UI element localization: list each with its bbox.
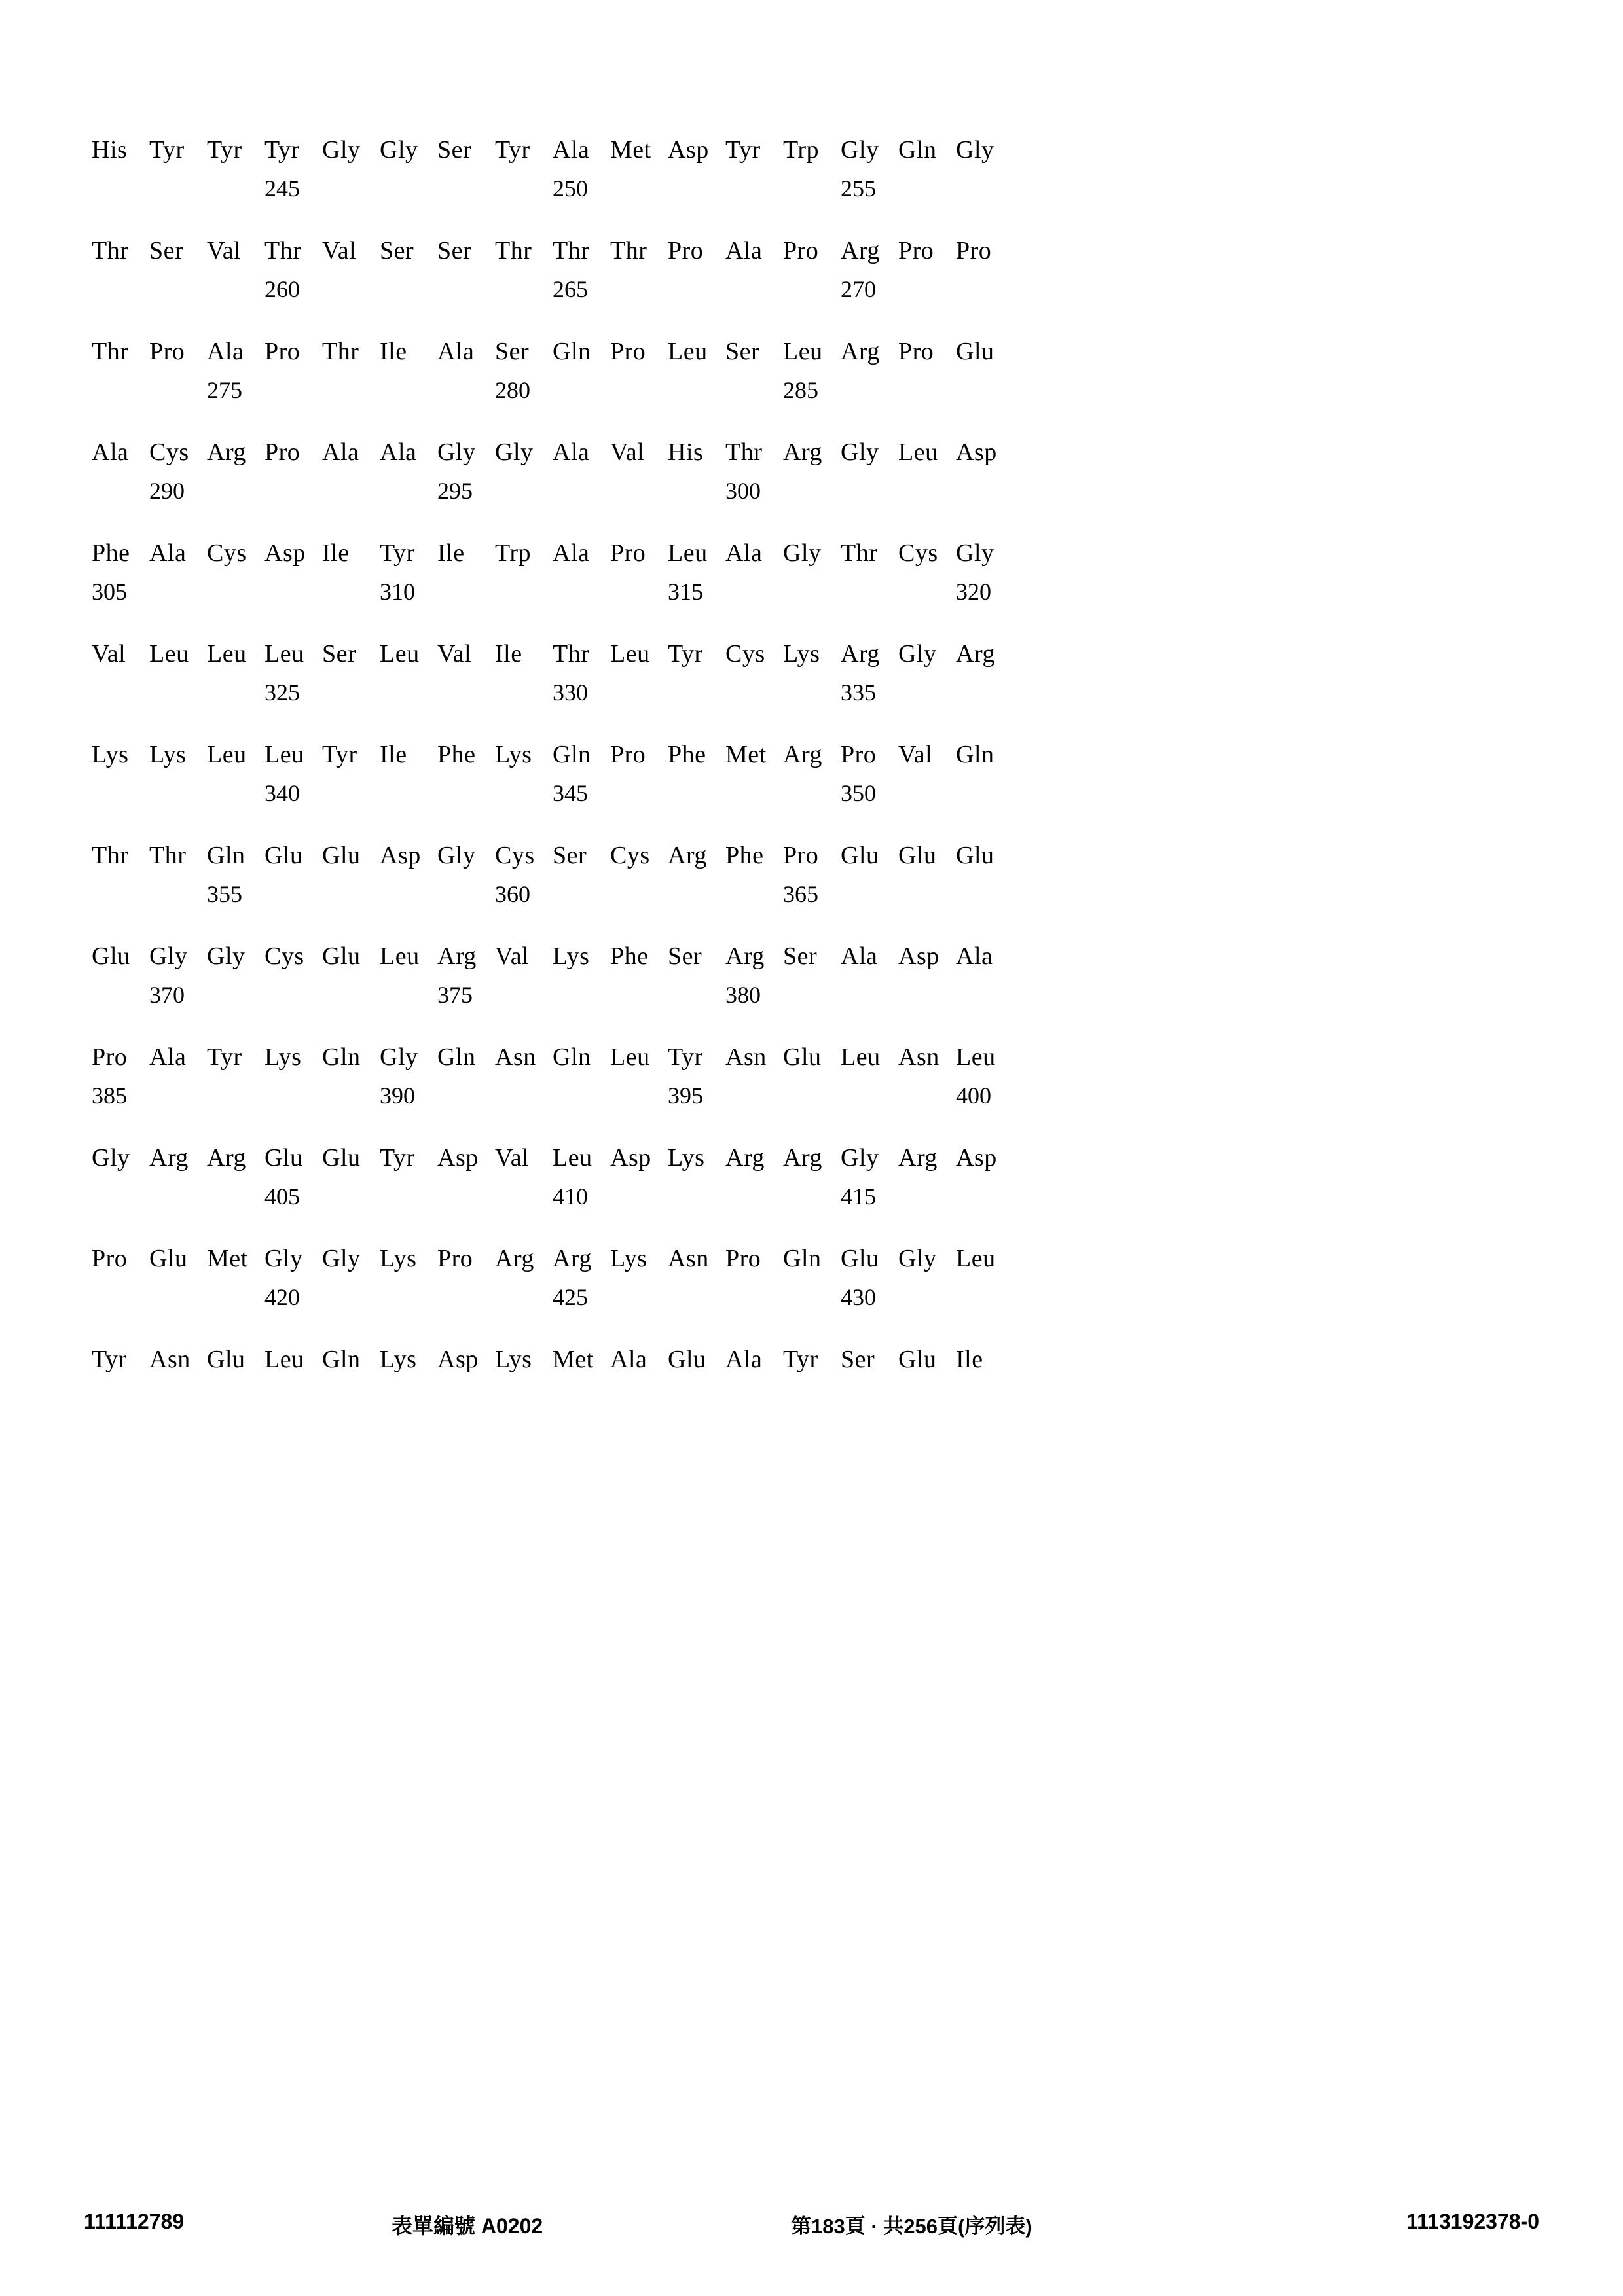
residue: Lys	[495, 741, 532, 768]
residue-row	[92, 1347, 1532, 1372]
sequence-block	[92, 238, 1532, 301]
residue: Met	[725, 741, 767, 768]
residue: Thr	[610, 237, 647, 264]
residue: Gly	[783, 539, 822, 567]
residue: Tyr	[149, 136, 185, 164]
residue: Phe	[437, 741, 476, 768]
residue: Met	[207, 1245, 248, 1272]
residue: Ser	[437, 136, 472, 164]
residue-number: 355	[207, 881, 242, 907]
residue: Met	[610, 136, 651, 164]
residue: Gly	[264, 1245, 303, 1272]
residue: Gly	[380, 136, 418, 164]
residue: Ser	[668, 942, 702, 970]
residue-number: 280	[495, 377, 530, 403]
residue: Val	[207, 237, 242, 264]
residue: Ile	[956, 1346, 983, 1373]
residue-row	[92, 541, 1532, 565]
residue: Gly	[898, 1245, 937, 1272]
residue: Asp	[264, 539, 306, 567]
residue-number-row	[92, 580, 1532, 603]
residue: Asn	[668, 1245, 709, 1272]
residue: Asp	[898, 942, 939, 970]
residue: Arg	[783, 439, 822, 466]
residue: Gly	[437, 842, 476, 869]
residue-number: 275	[207, 377, 242, 403]
footer-application-number: 111112789	[84, 2210, 185, 2233]
residue-row	[92, 843, 1532, 868]
residue-number: 265	[553, 276, 588, 302]
residue: Arg	[207, 439, 246, 466]
residue: Tyr	[92, 1346, 127, 1373]
residue: Leu	[610, 1043, 650, 1071]
residue: Leu	[380, 640, 420, 668]
residue: Thr	[553, 237, 590, 264]
residue-number: 425	[553, 1284, 588, 1310]
residue: Gly	[437, 439, 476, 466]
residue: Gly	[207, 942, 246, 970]
residue-number-row	[92, 378, 1532, 402]
residue: Gly	[956, 136, 994, 164]
residue-number: 260	[264, 276, 300, 302]
residue: Asp	[380, 842, 421, 869]
residue: Ala	[322, 439, 359, 466]
residue: Val	[495, 1144, 530, 1172]
residue: Thr	[322, 338, 359, 365]
residue: Thr	[92, 237, 129, 264]
residue: Arg	[149, 1144, 189, 1172]
residue-number-row	[92, 681, 1532, 704]
residue: Glu	[322, 942, 361, 970]
residue: Leu	[668, 338, 708, 365]
residue: His	[668, 439, 704, 466]
residue: Pro	[92, 1245, 128, 1272]
residue-number: 420	[264, 1284, 300, 1310]
residue: Arg	[725, 942, 765, 970]
residue-number: 360	[495, 881, 530, 907]
residue: Thr	[264, 237, 302, 264]
residue-number: 335	[841, 679, 876, 706]
residue-number: 325	[264, 679, 300, 706]
residue-number: 330	[553, 679, 588, 706]
residue: Glu	[956, 842, 994, 869]
residue: Pro	[437, 1245, 473, 1272]
residue: Ile	[380, 338, 407, 365]
residue: Ser	[841, 1346, 875, 1373]
residue-number-row	[92, 278, 1532, 301]
residue: Ser	[380, 237, 414, 264]
residue: Asn	[149, 1346, 191, 1373]
residue: Lys	[783, 640, 820, 668]
residue-number: 365	[783, 881, 818, 907]
residue: Ala	[380, 439, 417, 466]
residue: Thr	[149, 842, 187, 869]
residue-row	[92, 440, 1532, 465]
residue: Ala	[725, 237, 763, 264]
residue: Leu	[898, 439, 938, 466]
sequence-block	[92, 1045, 1532, 1107]
residue: Glu	[264, 842, 303, 869]
residue-number: 380	[725, 982, 761, 1008]
residue-number: 345	[553, 780, 588, 806]
residue: Met	[553, 1346, 594, 1373]
residue: Tyr	[725, 136, 761, 164]
residue: Thr	[841, 539, 878, 567]
residue-number: 320	[956, 579, 991, 605]
residue: Arg	[783, 1144, 822, 1172]
residue-row	[92, 339, 1532, 364]
residue: Pro	[610, 539, 646, 567]
residue: Ser	[725, 338, 760, 365]
residue: Gly	[322, 136, 361, 164]
residue: Asn	[725, 1043, 767, 1071]
residue: Tyr	[207, 136, 242, 164]
residue: Gln	[553, 741, 591, 768]
residue: Ala	[437, 338, 475, 365]
residue: Asp	[437, 1144, 479, 1172]
residue-row	[92, 1246, 1532, 1271]
residue: Cys	[725, 640, 765, 668]
residue-number: 415	[841, 1183, 876, 1210]
residue-number-row	[92, 781, 1532, 805]
sequence-block	[92, 1145, 1532, 1208]
residue: Leu	[207, 640, 247, 668]
residue: Ser	[149, 237, 184, 264]
residue: Ala	[149, 539, 187, 567]
residue: Gln	[783, 1245, 822, 1272]
residue: Lys	[264, 1043, 302, 1071]
residue: Tyr	[783, 1346, 818, 1373]
residue: Ala	[553, 136, 590, 164]
residue-number-row	[92, 882, 1532, 906]
residue: Pro	[264, 439, 301, 466]
residue: Ser	[783, 942, 818, 970]
residue: Gly	[92, 1144, 130, 1172]
footer-page-info: 第183頁 · 共256頁(序列表)	[791, 2215, 1032, 2238]
residue: Asp	[956, 439, 997, 466]
residue: Thr	[495, 237, 532, 264]
residue-number: 385	[92, 1083, 127, 1109]
residue: Arg	[725, 1144, 765, 1172]
residue-number-row	[92, 1084, 1532, 1107]
residue-number: 340	[264, 780, 300, 806]
residue: Gly	[495, 439, 534, 466]
residue: Glu	[841, 1245, 879, 1272]
residue: Pro	[264, 338, 301, 365]
residue-number: 410	[553, 1183, 588, 1210]
residue: Ala	[725, 539, 763, 567]
residue: Ala	[92, 439, 129, 466]
sequence-block	[92, 641, 1532, 704]
residue-number: 250	[553, 175, 588, 202]
residue: Arg	[898, 1144, 938, 1172]
residue: Gly	[841, 1144, 879, 1172]
residue: Pro	[783, 842, 819, 869]
residue: Glu	[92, 942, 130, 970]
residue: Pro	[898, 338, 934, 365]
residue: Leu	[553, 1144, 593, 1172]
residue: Ala	[956, 942, 993, 970]
residue: Pro	[610, 338, 646, 365]
residue: Cys	[495, 842, 535, 869]
residue: Asp	[956, 1144, 997, 1172]
residue-number: 255	[841, 175, 876, 202]
residue: Ala	[610, 1346, 647, 1373]
sequence-listing-body	[92, 137, 1532, 1424]
residue: Cys	[264, 942, 304, 970]
residue: Phe	[92, 539, 130, 567]
residue: Asp	[610, 1144, 651, 1172]
residue: Trp	[783, 136, 820, 164]
residue-number: 295	[437, 478, 473, 504]
residue: Ile	[380, 741, 407, 768]
residue-number: 390	[380, 1083, 415, 1109]
residue: Glu	[149, 1245, 188, 1272]
residue: Pro	[92, 1043, 128, 1071]
residue-number-row	[92, 983, 1532, 1007]
sequence-block	[92, 440, 1532, 503]
residue: Ala	[725, 1346, 763, 1373]
residue: Ala	[553, 539, 590, 567]
residue: His	[92, 136, 128, 164]
residue-number: 270	[841, 276, 876, 302]
sequence-block	[92, 944, 1532, 1007]
residue: Gln	[322, 1043, 361, 1071]
page-footer	[0, 2210, 1623, 2236]
residue: Gln	[207, 842, 246, 869]
residue: Gln	[553, 338, 591, 365]
residue: Val	[495, 942, 530, 970]
residue: Tyr	[380, 539, 415, 567]
residue: Glu	[898, 1346, 937, 1373]
residue-number: 395	[668, 1083, 703, 1109]
residue: Gly	[898, 640, 937, 668]
residue: Leu	[841, 1043, 881, 1071]
residue: Val	[92, 640, 126, 668]
residue-number: 245	[264, 175, 300, 202]
residue: Glu	[668, 1346, 706, 1373]
residue: Tyr	[380, 1144, 415, 1172]
residue: Thr	[553, 640, 590, 668]
sequence-block	[92, 843, 1532, 906]
residue: Ile	[437, 539, 465, 567]
residue-number-row	[92, 1185, 1532, 1208]
sequence-block	[92, 137, 1532, 200]
residue: Ser	[322, 640, 357, 668]
residue: Ile	[322, 539, 350, 567]
residue-row	[92, 742, 1532, 767]
residue: Pro	[610, 741, 646, 768]
residue: Cys	[207, 539, 247, 567]
residue: Leu	[668, 539, 708, 567]
residue-number: 375	[437, 982, 473, 1008]
residue: Leu	[610, 640, 650, 668]
residue-number-row	[92, 1285, 1532, 1309]
residue: Lys	[149, 741, 187, 768]
residue: Arg	[495, 1245, 534, 1272]
residue: Tyr	[322, 741, 357, 768]
residue: Gln	[898, 136, 937, 164]
residue: Asn	[898, 1043, 939, 1071]
residue: Gly	[380, 1043, 418, 1071]
residue: Arg	[783, 741, 822, 768]
sequence-block	[92, 339, 1532, 402]
residue-number-row	[92, 177, 1532, 200]
residue: Pro	[898, 237, 934, 264]
residue: Thr	[92, 338, 129, 365]
residue: Val	[322, 237, 357, 264]
residue: Gln	[956, 741, 994, 768]
residue: Leu	[149, 640, 189, 668]
residue-number: 305	[92, 579, 127, 605]
residue: Arg	[841, 338, 880, 365]
residue-row	[92, 238, 1532, 263]
residue: Val	[898, 741, 933, 768]
residue: Leu	[264, 1346, 304, 1373]
residue: Asp	[668, 136, 709, 164]
residue: Gly	[322, 1245, 361, 1272]
residue-row	[92, 944, 1532, 969]
residue-row	[92, 641, 1532, 666]
sequence-block	[92, 541, 1532, 603]
residue: Pro	[956, 237, 992, 264]
residue: Thr	[725, 439, 763, 466]
residue: Cys	[149, 439, 189, 466]
residue: Arg	[668, 842, 707, 869]
residue: Val	[610, 439, 645, 466]
residue: Pro	[668, 237, 704, 264]
residue-row	[92, 1045, 1532, 1069]
residue: Glu	[956, 338, 994, 365]
residue: Cys	[610, 842, 650, 869]
residue: Ala	[841, 942, 878, 970]
residue: Glu	[322, 1144, 361, 1172]
residue-number: 285	[783, 377, 818, 403]
residue: Leu	[956, 1043, 996, 1071]
residue: Ala	[149, 1043, 187, 1071]
residue: Pro	[783, 237, 819, 264]
residue: Tyr	[207, 1043, 242, 1071]
residue: Leu	[207, 741, 247, 768]
residue: Arg	[553, 1245, 592, 1272]
residue: Lys	[380, 1346, 417, 1373]
residue: Glu	[264, 1144, 303, 1172]
sequence-block	[92, 1246, 1532, 1309]
residue: Pro	[149, 338, 185, 365]
residue: Pro	[841, 741, 877, 768]
residue: Tyr	[495, 136, 530, 164]
residue: Arg	[841, 640, 880, 668]
residue: Gln	[437, 1043, 476, 1071]
residue: Lys	[553, 942, 590, 970]
residue-number: 310	[380, 579, 415, 605]
residue: Gly	[956, 539, 994, 567]
residue: Pro	[725, 1245, 761, 1272]
sequence-block	[92, 742, 1532, 805]
residue: Glu	[783, 1043, 822, 1071]
residue-number: 315	[668, 579, 703, 605]
residue: Lys	[668, 1144, 705, 1172]
residue: Lys	[610, 1245, 647, 1272]
residue: Leu	[264, 640, 304, 668]
residue: Lys	[495, 1346, 532, 1373]
residue: Ser	[495, 338, 530, 365]
residue: Lys	[92, 741, 129, 768]
residue: Glu	[841, 842, 879, 869]
residue: Ser	[437, 237, 472, 264]
footer-form-number: 表單編號 A0202	[392, 2214, 543, 2238]
residue-number: 430	[841, 1284, 876, 1310]
residue: Lys	[380, 1245, 417, 1272]
residue: Leu	[956, 1245, 996, 1272]
residue: Tyr	[668, 1043, 703, 1071]
residue: Val	[437, 640, 472, 668]
residue: Tyr	[668, 640, 703, 668]
residue-number: 300	[725, 478, 761, 504]
residue: Ala	[207, 338, 244, 365]
residue: Gln	[553, 1043, 591, 1071]
residue: Gly	[149, 942, 188, 970]
residue: Tyr	[264, 136, 300, 164]
residue: Glu	[322, 842, 361, 869]
residue: Leu	[783, 338, 823, 365]
residue: Glu	[898, 842, 937, 869]
residue: Phe	[668, 741, 706, 768]
residue: Thr	[92, 842, 129, 869]
residue: Arg	[437, 942, 477, 970]
residue: Arg	[841, 237, 880, 264]
footer-document-id: 1113192378-0	[1406, 2210, 1539, 2233]
residue: Gly	[841, 136, 879, 164]
residue-number-row	[92, 479, 1532, 503]
residue: Glu	[207, 1346, 246, 1373]
residue: Phe	[610, 942, 649, 970]
residue: Arg	[956, 640, 995, 668]
residue-number: 370	[149, 982, 185, 1008]
residue: Leu	[380, 942, 420, 970]
residue: Asn	[495, 1043, 536, 1071]
sequence-block	[92, 1347, 1532, 1386]
residue-row	[92, 1145, 1532, 1170]
residue-number: 350	[841, 780, 876, 806]
residue-number: 405	[264, 1183, 300, 1210]
residue: Ile	[495, 640, 522, 668]
residue: Phe	[725, 842, 764, 869]
residue: Gly	[841, 439, 879, 466]
residue: Ser	[553, 842, 587, 869]
residue: Ala	[553, 439, 590, 466]
residue: Arg	[207, 1144, 246, 1172]
residue-row	[92, 137, 1532, 162]
residue-number: 400	[956, 1083, 991, 1109]
residue: Cys	[898, 539, 938, 567]
residue: Gln	[322, 1346, 361, 1373]
residue: Trp	[495, 539, 532, 567]
residue: Asp	[437, 1346, 479, 1373]
residue: Leu	[264, 741, 304, 768]
residue-number: 290	[149, 478, 185, 504]
